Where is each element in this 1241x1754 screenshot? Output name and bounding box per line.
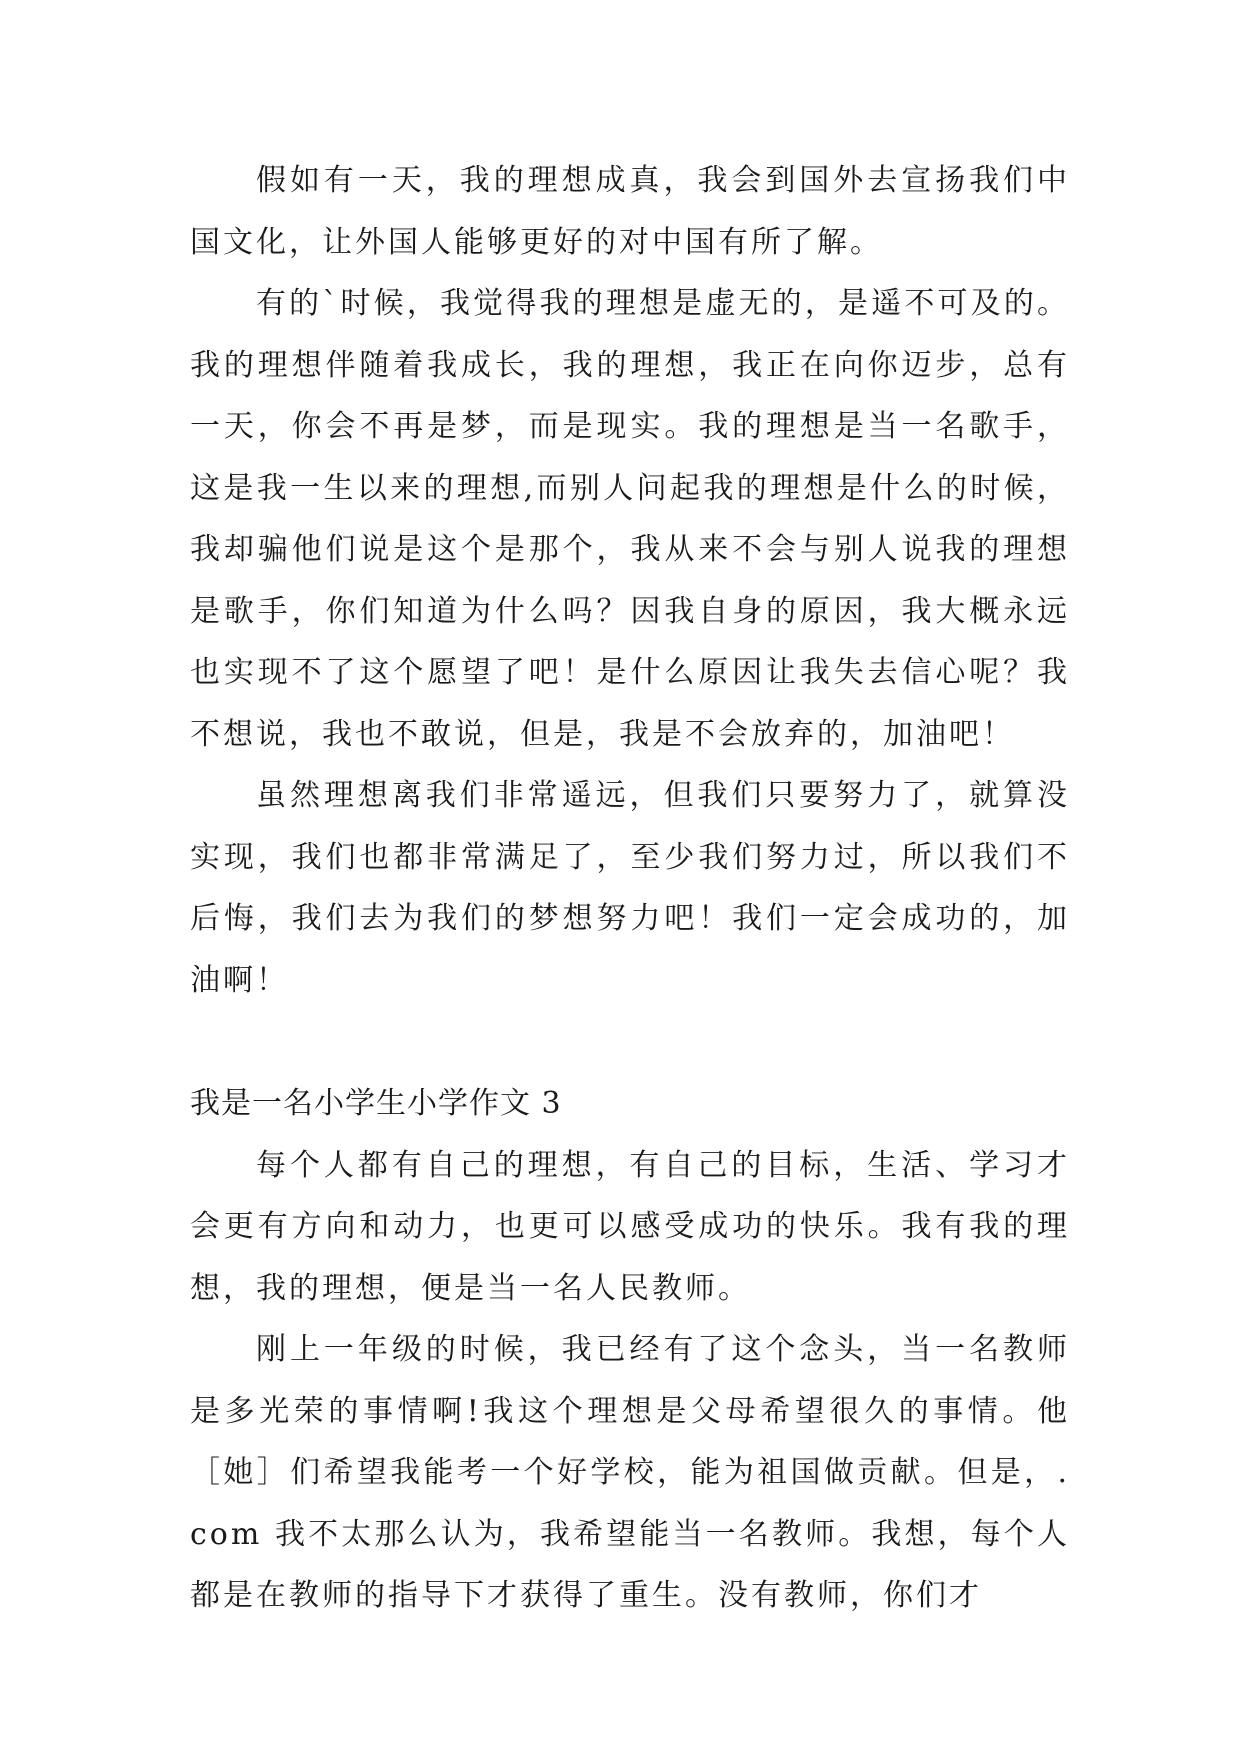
paragraph-dream-abroad: 假如有一天，我的理想成真，我会到国外去宣扬我们中国文化，让外国人能够更好的对中国有所了解。 [190, 163, 1070, 260]
section-heading: 我是一名小学生小学作文 3 [190, 1086, 562, 1121]
paragraph-dream-singer: 有的`时候，我觉得我的理想是虚无的，是遥不可及的。我的理想伴随着我成长，我的理想，我正在向你迈步，总有一天，你会不再是梦，而是现实。我的理想是当一名歌手，这是我一生以来的理想,而别人问起我的理想是什么的时候，我却骗他们说是这个是那个，我从来不会与别人说我的理想是歌手，你们知道为什么吗？因我自身的原因，我大概永远也实现不了这个愿望了吧！是什么原因让我失去信心呢？我不想说，我也不敢说，但是，我是不会放弃的，加油吧！ [190, 286, 1070, 752]
paragraph-teacher-dream: 刚上一年级的时候，我已经有了这个念头，当一名教师是多光荣的事情啊!我这个理想是父母希望很久的事情。他［她］们希望我能考一个好学校，能为祖国做贡献。但是，.com 我不太那么认为，我希望能当一名教师。我想，每个人都是在教师的指导下才获得了重生。没有教师，你们才 [190, 1332, 1070, 1613]
paragraph-everyone-has-dream: 每个人都有自己的理想，有自己的目标，生活、学习才会更有方向和动力，也更可以感受成功的快乐。我有我的理想，我的理想，便是当一名人民教师。 [190, 1147, 1070, 1306]
paragraph-keep-trying: 虽然理想离我们非常遥远，但我们只要努力了，就算没实现，我们也都非常满足了，至少我们努力过，所以我们不后悔，我们去为我们的梦想努力吧！我们一定会成功的，加油啊！ [190, 778, 1070, 998]
document-body [190, 150, 1070, 1627]
section-spacer [190, 1011, 1070, 1073]
